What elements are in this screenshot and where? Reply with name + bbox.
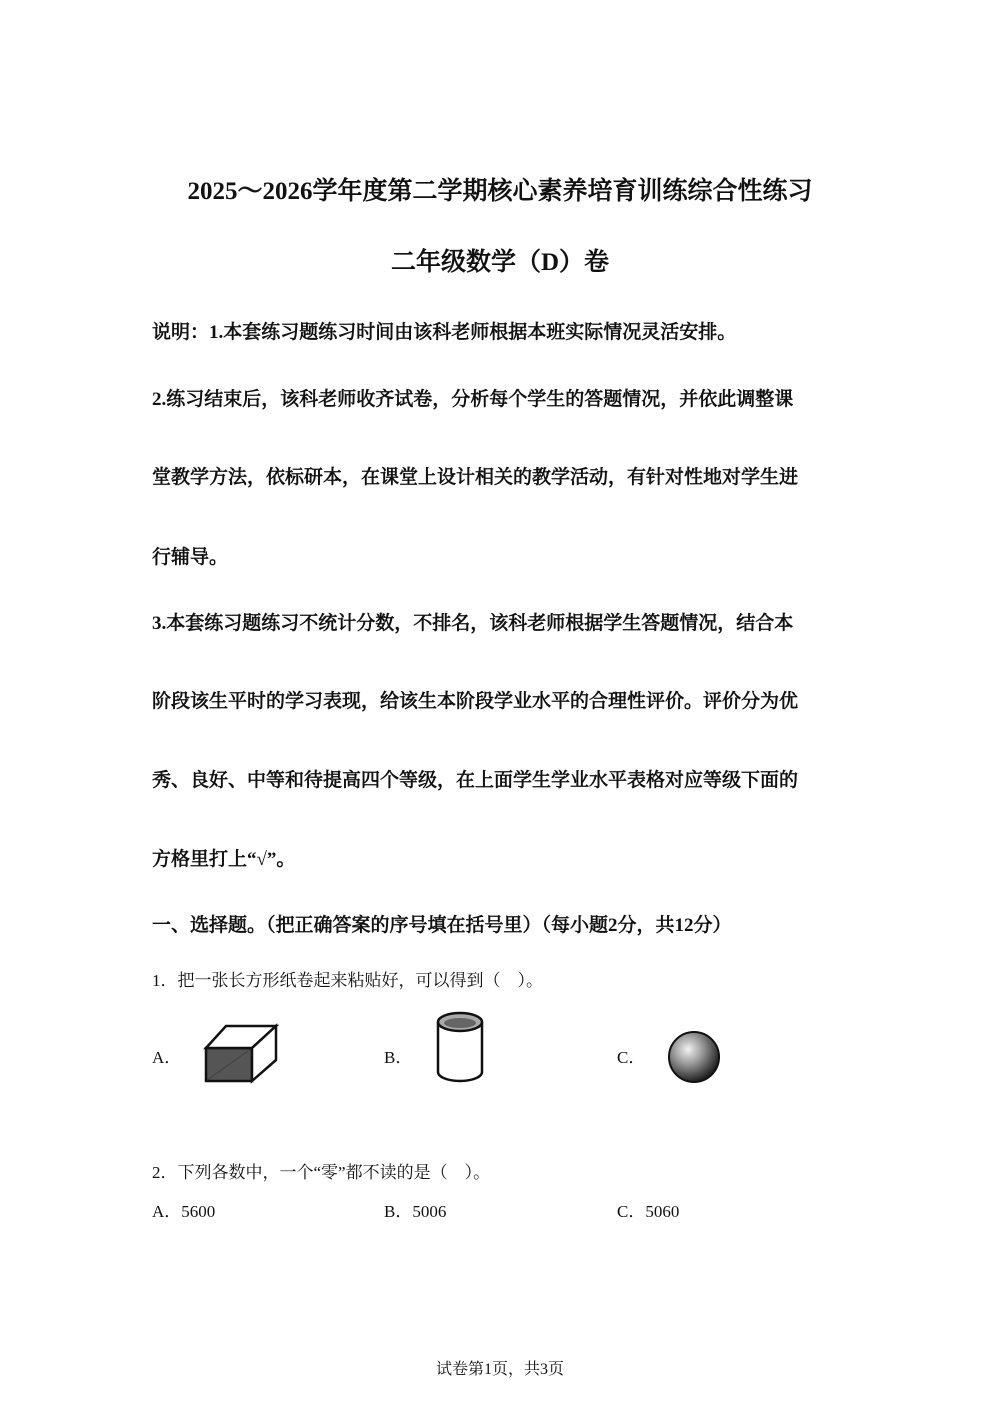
q1-option-c-label: C． [617, 1048, 646, 1067]
instruction-line: 秀、良好、中等和待提高四个等级，在上面学生学业水平表格对应等级下面的 [152, 770, 799, 791]
exam-subtitle: 二年级数学（D）卷 [390, 249, 610, 276]
page-footer: 试卷第1页，共3页 [435, 1361, 564, 1378]
q2-option-a: A．5600 [152, 1202, 216, 1221]
q2-option-b: B．5006 [384, 1202, 447, 1221]
cuboid-image [200, 1018, 285, 1088]
instruction-line: 3.本套练习题练习不统计分数，不排名，该科老师根据学生答题情况，结合本 [152, 613, 794, 634]
section-heading: 一、选择题。（把正确答案的序号填在括号里）（每小题2分，共12分） [152, 915, 732, 936]
q2-option-c: C．5060 [617, 1202, 680, 1221]
instruction-line: 堂教学方法，依标研本，在课堂上设计相关的教学活动，有针对性地对学生进 [152, 467, 799, 488]
cylinder-image [430, 1008, 490, 1086]
instruction-line: 行辅导。 [152, 547, 229, 568]
question-1-text: 1．把一张长方形纸卷起来粘贴好，可以得到（ ）。 [152, 971, 543, 990]
exam-title: 2025～2026学年度第二学期核心素养培育训练综合性练习 [187, 178, 813, 205]
question-2-text: 2．下列各数中，一个“零”都不读的是（ ）。 [152, 1163, 491, 1182]
instruction-line: 2.练习结束后，该科老师收齐试卷，分析每个学生的答题情况，并依此调整课 [152, 389, 794, 410]
instruction-line: 说明：1.本套练习题练习时间由该科老师根据本班实际情况灵活安排。 [152, 322, 737, 343]
sphere-image [664, 1028, 724, 1088]
instruction-line: 阶段该生平时的学习表现，给该生本阶段学业水平的合理性评价。评价分为优 [152, 691, 799, 712]
instruction-line: 方格里打上“√”。 [152, 849, 296, 870]
q1-option-a-label: A． [152, 1048, 182, 1067]
q1-option-b-label: B． [384, 1048, 413, 1067]
